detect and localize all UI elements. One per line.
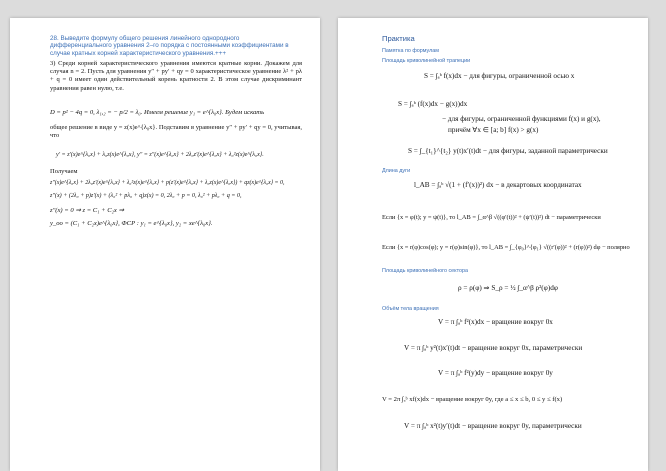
formula-sector: ρ = ρ(φ) ⇒ S_ρ = ½ ∫_α^β ρ²(φ)dφ	[458, 284, 558, 292]
right-page	[338, 18, 648, 471]
page-title: Практика	[382, 34, 415, 43]
question-heading: 28. Выведите формулу общего решения линейного однородного дифференциального уравнения 2–го порядка с постоянными коэффициентами в случае кратных корней характеристического уравнения.+++	[50, 35, 289, 57]
formula-area-parametric: S = ∫_{t₁}^{t₂} y(t)x′(t)dt − для фигуры, заданной параметрически	[408, 147, 608, 155]
equation-coefficients: z″(x) + (2λ₀ + p)z′(x) + (λ₀² + pλ₀ + q)z(x) = 0, 2λ₀ + p = 0, λ₀² + pλ₀ + q = 0,	[50, 193, 242, 199]
section-arc-length: Длина дуги	[382, 168, 411, 174]
formula-area-between: S = ∫ₐᵇ (f(x)dx − g(x))dx	[398, 100, 468, 108]
formula-arc-cartesian: l_AB = ∫ₐᵇ √(1 + (f′(x))²) dx − в декартовых координатах	[414, 181, 582, 189]
formula-volume-x-param: V = π ∫ₐᵇ y²(t)x′(t)dt − вращение вокруг 0x, параметрически	[404, 344, 583, 352]
section-trapezoid: Площадь криволинейной трапеции	[382, 58, 471, 64]
equation-substitution: z″(x)e^{λ₀x} + 2λ₀z′(x)e^{λ₀x} + λ₀²z(x)e^{λ₀x} + p(z′(x)e^{λ₀x} + λ₀z(x)e^{λ₀x}) + qz(x)e^{λ₀x} = 0,	[50, 180, 285, 186]
paragraph-general-solution: общее решение в виде y = z(x)e^{λ₀x}. Подставим в уравнение y″ + py′ + qy = 0, учитывая, что	[50, 124, 302, 140]
equation-result: y_оо = (C₁ + C₂x)e^{λ₀x}, ФСР : y₁ = e^{λ₀x}, y₂ = xe^{λ₀x}.	[50, 220, 213, 227]
formula-area-note2: причём ∀x ∈ [a; b] f(x) > g(x)	[448, 126, 539, 134]
formula-area-x: S = ∫ₐᵇ f(x)dx − для фигуры, ограниченной осью x	[424, 72, 575, 80]
formula-volume-y-param: V = π ∫ₐᵇ x²(t)y′(t)dt − вращение вокруг 0y, параметрически	[404, 422, 582, 430]
left-page	[10, 18, 320, 471]
paragraph-intro: 3) Среди корней характеристического уравнения имеются кратные корни. Докажем для случая n = 2. Пусть для уравнения y″ + py′ + qy = 0 характеристическое уравнение λ² + pλ + q = 0 имеет один действительный корень кратности 2. В этом случае дискриминант уравнения равен нулю, т.е.	[50, 60, 302, 92]
label-received: Получаем	[50, 168, 78, 175]
formula-volume-x: V = π ∫ₐᵇ f²(x)dx − вращение вокруг 0x	[438, 318, 553, 326]
section-volume: Объём тела вращения	[382, 306, 439, 312]
formula-volume-y: V = π ∫ₐᵇ f²(y)dy − вращение вокруг 0y	[438, 369, 553, 377]
equation-z: z″(x) = 0 ⇒ z = C₁ + C₂x ⇒	[50, 207, 125, 214]
formula-arc-polar: Если {x = r(φ)cos(φ); y = r(φ)sin(φ)}, то l_AB = ∫_{φ₀}^{φ₁} √((r′(φ))² + (r(φ))²) dφ − полярно	[382, 244, 630, 251]
equation-discriminant: D = p² − 4q = 0, λ₁,₂ = − p/2 = λ₀. Имеем решение y₁ = e^{λ₀x}. Будем искать	[50, 109, 265, 116]
formula-arc-parametric: Если {x = φ(t); y = ψ(t)}, то l_AB = ∫_α^β √((φ′(t))² + (ψ′(t))²) dt − параметрически	[382, 214, 601, 221]
section-sector: Площадь криволинейного сектора	[382, 268, 468, 274]
equation-derivatives: y′ = z′(x)e^{λ₀x} + λ₀z(x)e^{λ₀x}, y″ = z″(x)e^{λ₀x} + 2λ₀z′(x)e^{λ₀x} + λ₀²z(x)e^{λ₀x}.	[56, 152, 264, 158]
formula-volume-shell: V = 2π ∫ₐᵇ xf(x)dx − вращение вокруг 0y, где a ≤ x ≤ b, 0 ≤ y ≤ f(x)	[382, 396, 563, 403]
formula-area-note1: − для фигуры, ограниченной функциями f(x) и g(x),	[442, 115, 601, 123]
page-subtitle: Памятка по формулам	[382, 48, 439, 54]
